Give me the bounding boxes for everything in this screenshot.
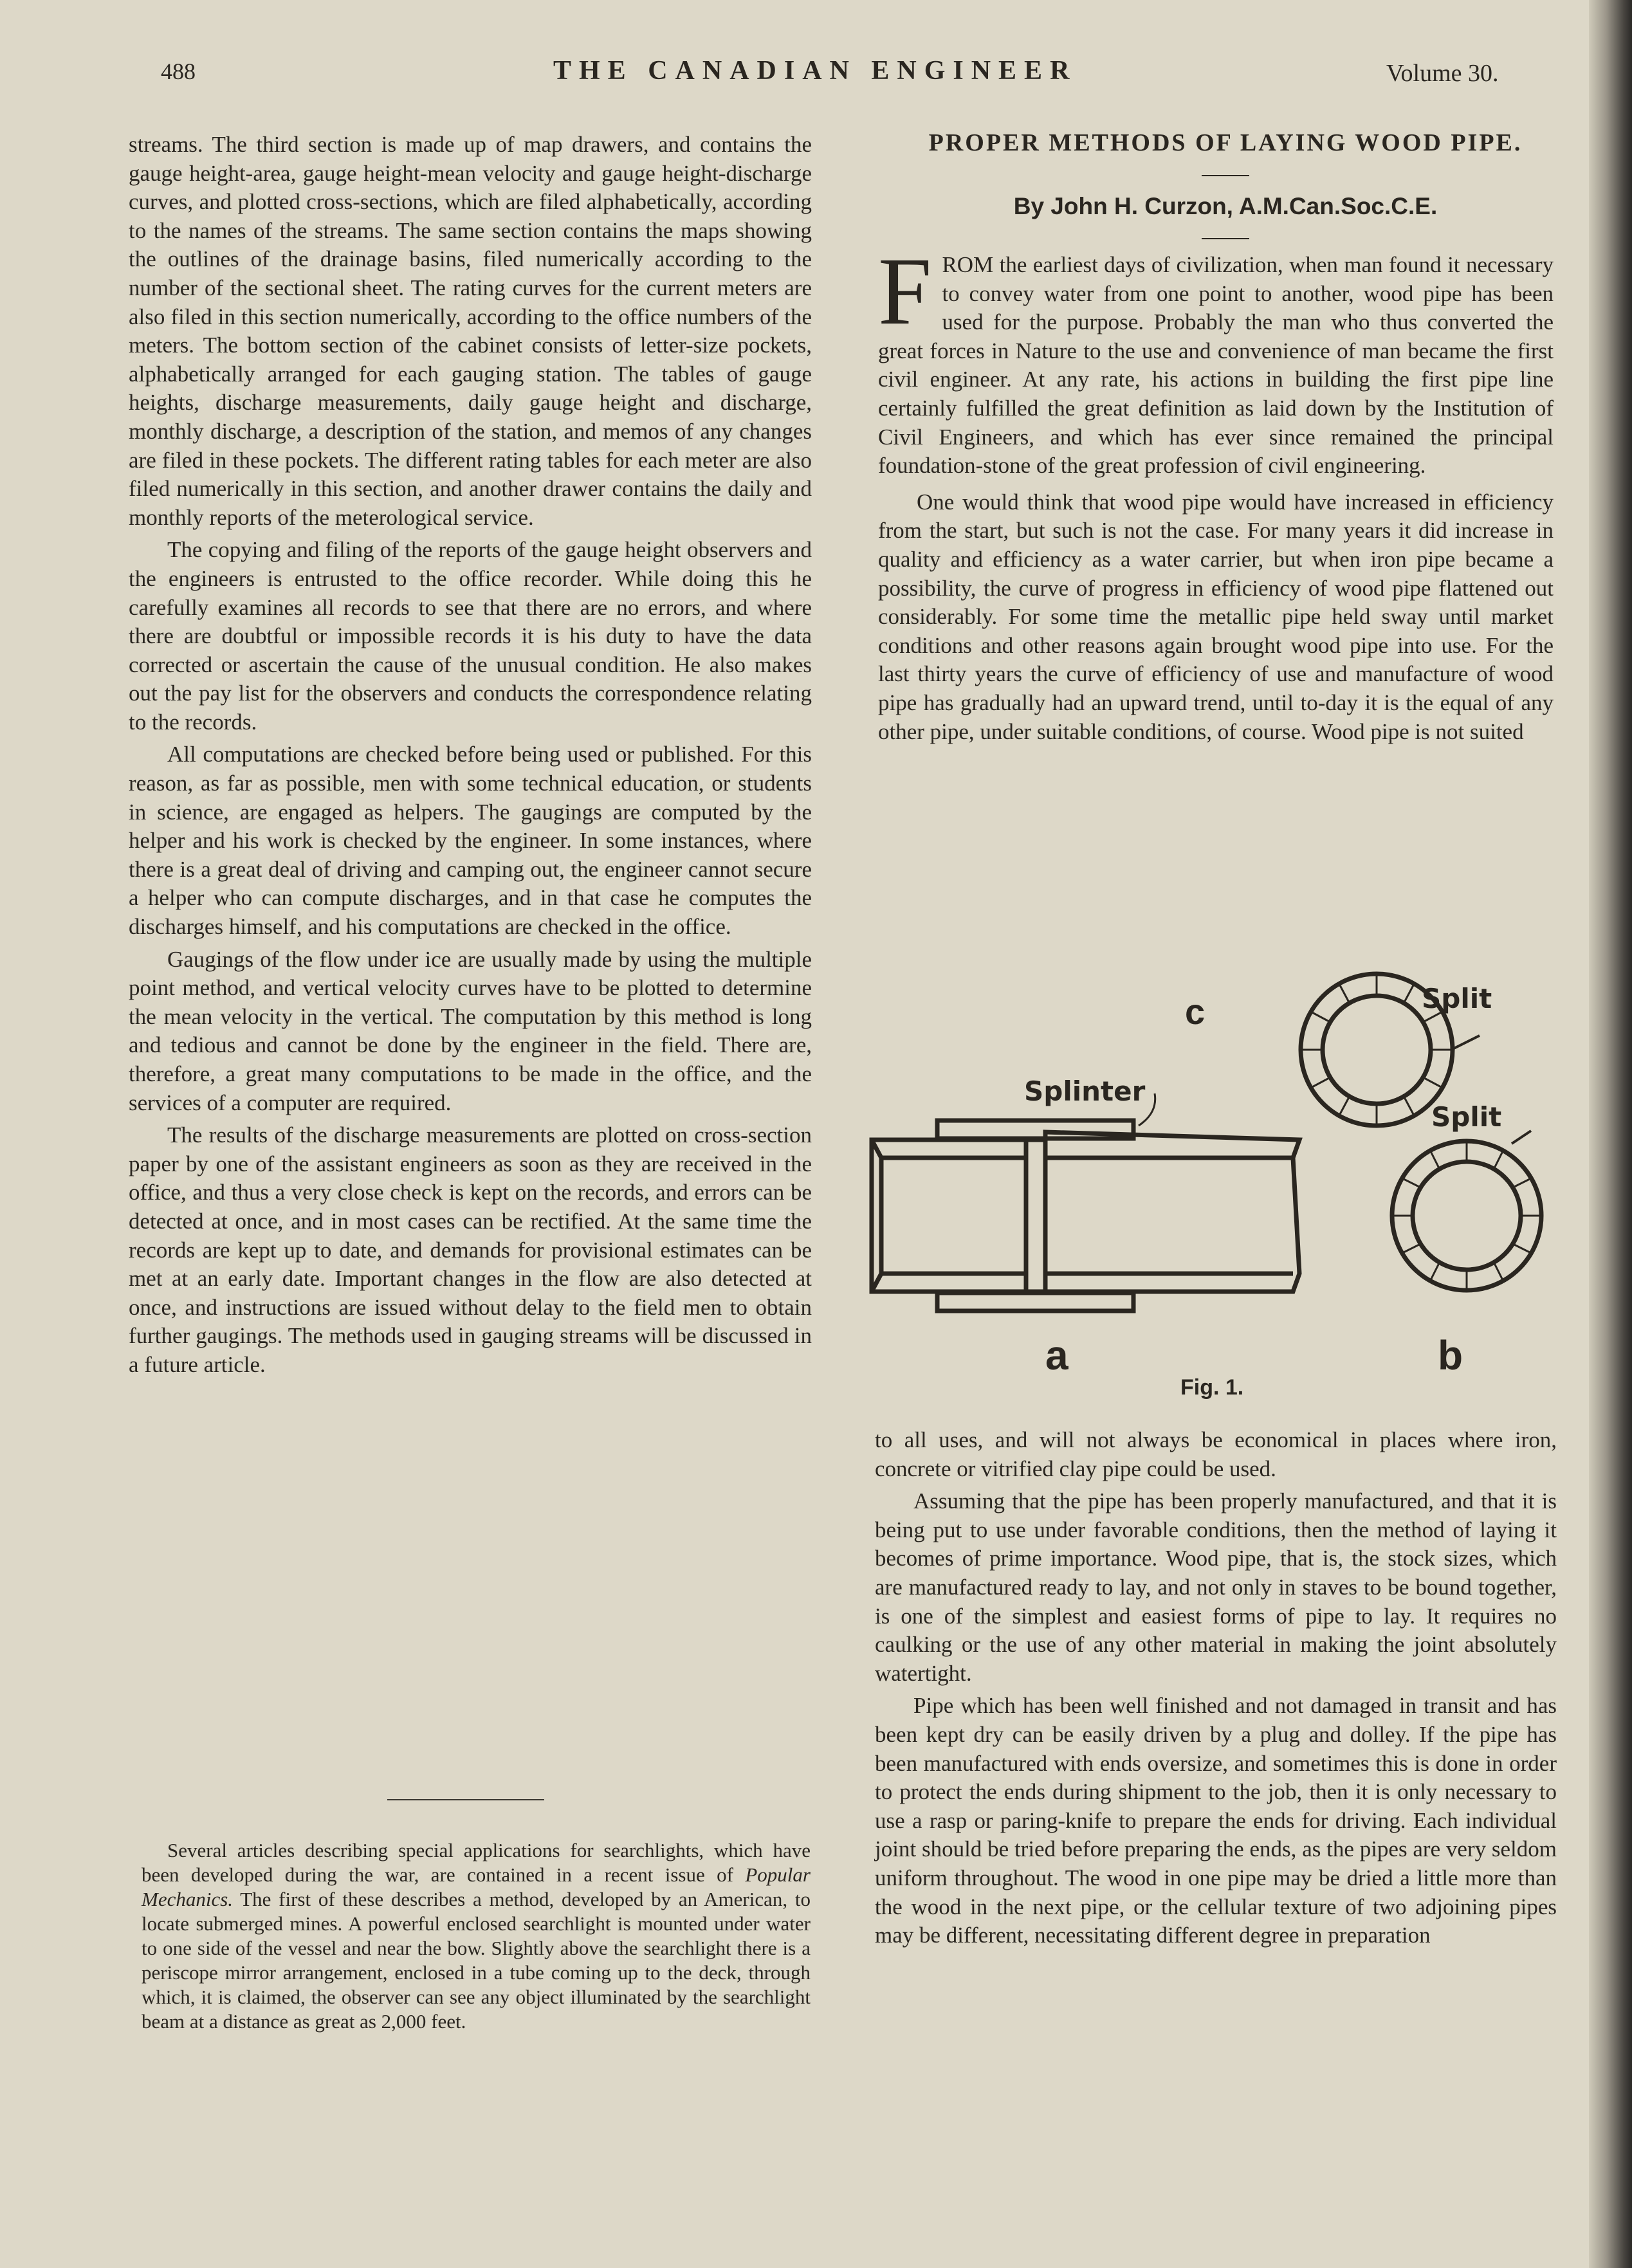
split-label-c: Split (1422, 983, 1492, 1014)
left-paragraph-4: Gaugings of the flow under ice are usually made by using the multiple point method, and vertical velocity curves have to be plotted to determine the mean velocity in the vertical. The computation by this method is long and tedious and cannot be done by the engineer in the field. There are, therefore, a great many computations to be made in the office, and the services of a computer are required. (129, 946, 812, 1115)
footnote-text-1: Several articles describing special applications for searchlights, which have been developed during the war, are contained in a recent issue of (142, 1839, 811, 1886)
pipe-joint-a (872, 1093, 1299, 1311)
split-label-b: Split (1431, 1101, 1502, 1133)
left-paragraph-1: streams. The third section is made up of map drawers, and contains the gauge height-area, gauge height-mean velocity and gauge height-discharge curves, and plotted cross-sections, which are filed alphabetically, according to the names of the streams. The same section contains the maps showing the outlines of the drainage basins, filed numerically according to the number of the sectional sheet. The rating curves for the current meters are also filed in this section numerically, according to the office numbers of the meters. The bottom section of the cabinet consists of letter-size pockets, alphabetically arranged for each gauging station. The tables of gauge heights, discharge measurements, daily gauge height and discharge, monthly discharge, a description of the station, and memos of any changes are filed in these pockets. The different rating tables for each meter are also filed numerically in this section, and another drawer contains the daily and monthly reports of the meterological service. (129, 132, 812, 530)
left-paragraph-3: All computations are checked before being used or published. For this reason, as far as possible, men with some technical education, or students in science, are engaged as helpers. The gaugings are computed by the helper and his work is checked by the engineer. In some instances, where there is a great deal of driving and camping out, the engineer cannot secure a helper who can compute discharges, and in that case he computes the discharges himself, and his computations are checked in the office. (129, 742, 812, 940)
figure-label-c: c (1185, 991, 1206, 1032)
footnote (142, 1838, 811, 2034)
article-byline: By John H. Curzon, A.M.Can.Soc.C.E. (1013, 193, 1438, 219)
left-column (129, 131, 812, 1380)
journal-title: THE CANADIAN ENGINEER (553, 56, 1077, 86)
article-paragraph-3: to all uses, and will not always be economical in places where iron, concrete or vitrified clay pipe could be used. (875, 1427, 1557, 1481)
article-paragraph-4: Assuming that the pipe has been properly manufactured, and that it is being put to use under favorable conditions, then the method of laying it becomes of prime importance. Wood pipe, that is, the stock sizes, which are manufactured ready to lay, and not only in staves to be bound together, is one of the simplest and easiest forms of pipe to lay. It requires no caulking or the use of any other material in making the joint absolutely watertight. (875, 1488, 1557, 1686)
footnote-italic: Popular Mechanics. (142, 1863, 811, 1910)
splinter-label: Splinter (1024, 1075, 1146, 1107)
page-header (0, 58, 1570, 96)
article-paragraph-1: ROM the earliest days of civilization, when man found it necessary to convey water from one point to another, wood pipe has been used for the purpose. Probably the man who thus converted the great forces in Nature to the use and convenience of man became the first civil engineer. At any rate, his actions in building the first pipe line certainly fulfilled the great definition as laid down by the Institution of Civil Engineers, and which has ever since remained the principal foundation-stone of the great profession of civil engineering. (878, 252, 1554, 479)
page-edge-shadow (1589, 0, 1632, 2268)
figure-label-b: b (1438, 1332, 1463, 1378)
ring-b-inner (1413, 1162, 1521, 1270)
figure-caption: Fig. 1. (1180, 1375, 1244, 1400)
right-column-top (878, 238, 1554, 746)
article-paragraph-5: Pipe which has been well finished and not damaged in transit and has been kept dry can be easily driven by a plug and dolley. If the pipe has been manufactured with ends oversize, and sometimes this is done in order to protect the ends during shipment to the job, then it is only necessary to use a rasp or paring-knife to prepare the ends for driving. Each individual joint should be tried before preparing the ends, as the pipes are very seldom uniform throughout. The wood in one pipe may be dried a little more than the wood in the next pipe, or the cellular texture of two adjoining pipes may be different, necessitating different degree in preparation (875, 1693, 1557, 1948)
drop-cap: F (878, 238, 932, 345)
left-paragraph-2: The copying and filing of the reports of the gauge height observers and the engineers is entrusted to the office recorder. While doing this he carefully examines all records to see that there are no errors, and where there are doubtful or impossible records it is his duty to have the data corrected or ascertain the cause of the unusual condition. He also makes out the pay list for the observers and conducts the correspondence relating to the records. (129, 537, 812, 735)
title-rule (1202, 175, 1249, 176)
section-divider (387, 1799, 544, 1800)
footnote-text-2: The first of these describes a method, developed by an American, to locate submerged mines. A powerful enclosed searchlight is mounted under water to one side of the vessel and near the bow. Slightly above the searchlight there is a periscope mirror arrangement, enclosed in a tube coming up to the deck, through which, it is claimed, the observer can see any object illuminated by the searchlight beam at a distance as great as 2,000 feet. (142, 1888, 811, 2033)
byline-rule (1202, 238, 1249, 239)
article-title: PROPER METHODS OF LAYING WOOD PIPE. (928, 129, 1523, 156)
left-paragraph-5: The results of the discharge measurements are plotted on cross-section paper by one of the assistant engineers as soon as they are received in the office, and thus a very close check is kept on the records, and errors can be detected at once, and in most cases can be rectified. At the same time the records are kept up to date, and demands for provisional estimates can be met at an early date. Important changes in the flow are also detected at once, and instructions are issued without delay to the field men to obtain further gaugings. The methods used in gauging streams will be discussed in a future article. (129, 1122, 812, 1377)
article-paragraph-2: One would think that wood pipe would have increased in efficiency from the start, but such is not the case. For many years it did increase in quality and efficiency as a water carrier, but when iron pipe became a possibility, the curve of progress in efficiency of wood pipe flattened out considerably. For some time the metallic pipe held sway until market conditions and other reasons again brought wood pipe into use. For the last thirty years the curve of efficiency of use and manufacture of wood pipe has gradually had an upward trend, until to-day it is the equal of any other pipe, under suitable conditions, of course. Wood pipe is not suited (878, 489, 1554, 744)
page-number: 488 (161, 59, 196, 84)
right-column-bottom (875, 1426, 1557, 1950)
ring-c-inner (1323, 996, 1431, 1104)
figure-label-a: a (1045, 1332, 1068, 1378)
volume-label: Volume 30. (1386, 60, 1499, 87)
